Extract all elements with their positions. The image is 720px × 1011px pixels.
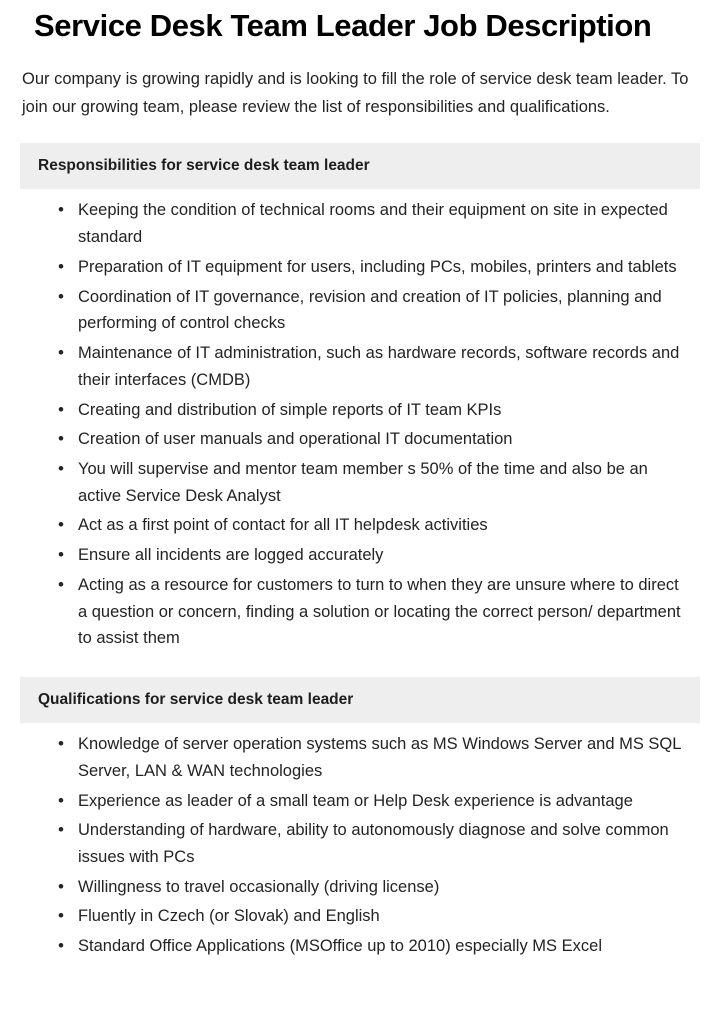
list-item: • Maintenance of IT administration, such as hardware records, software records and their interfaces (CMDB): [58, 340, 690, 393]
list-item: • Keeping the condition of technical rooms and their equipment on site in expected standard: [58, 197, 690, 250]
list-item: • Creating and distribution of simple reports of IT team KPIs: [58, 397, 690, 424]
intro-paragraph: Our company is growing rapidly and is looking to fill the role of service desk team leader. To join our growing team, please review the list of responsibilities and qualifications.: [22, 69, 689, 116]
list-item: • Acting as a resource for customers to turn to when they are unsure where to direct a question or concern, finding a solution or locating the correct person/ department to assist them: [58, 572, 690, 652]
list-item: • Creation of user manuals and operational IT documentation: [58, 426, 690, 453]
list-item: • Coordination of IT governance, revision and creation of IT policies, planning and performing of control checks: [58, 284, 690, 337]
list-item: • Act as a first point of contact for all IT helpdesk activities: [58, 512, 690, 539]
list-item: • Willingness to travel occasionally (driving license): [58, 874, 690, 901]
page-title: Service Desk Team Leader Job Description: [34, 8, 652, 43]
list-item: • Ensure all incidents are logged accurately: [58, 542, 690, 569]
responsibilities-list: [20, 197, 700, 652]
list-item: • Preparation of IT equipment for users, including PCs, mobiles, printers and tablets: [58, 254, 690, 281]
list-item: • Knowledge of server operation systems such as MS Windows Server and MS SQL Server, LAN & WAN technologies: [58, 731, 690, 784]
list-item: • You will supervise and mentor team member s 50% of the time and also be an active Service Desk Analyst: [58, 456, 690, 509]
qualifications-section-heading: Qualifications for service desk team leader: [20, 677, 700, 723]
list-item: • Experience as leader of a small team or Help Desk experience is advantage: [58, 788, 690, 815]
list-item: • Standard Office Applications (MSOffice up to 2010) especially MS Excel: [58, 933, 690, 960]
job-description-page: [0, 8, 720, 960]
qualifications-list: [20, 731, 700, 960]
section-spacer: [20, 655, 700, 677]
list-item: • Fluently in Czech (or Slovak) and English: [58, 903, 690, 930]
list-item: • Understanding of hardware, ability to autonomously diagnose and solve common issues with PCs: [58, 817, 690, 870]
responsibilities-section-heading: Responsibilities for service desk team leader: [20, 143, 700, 189]
